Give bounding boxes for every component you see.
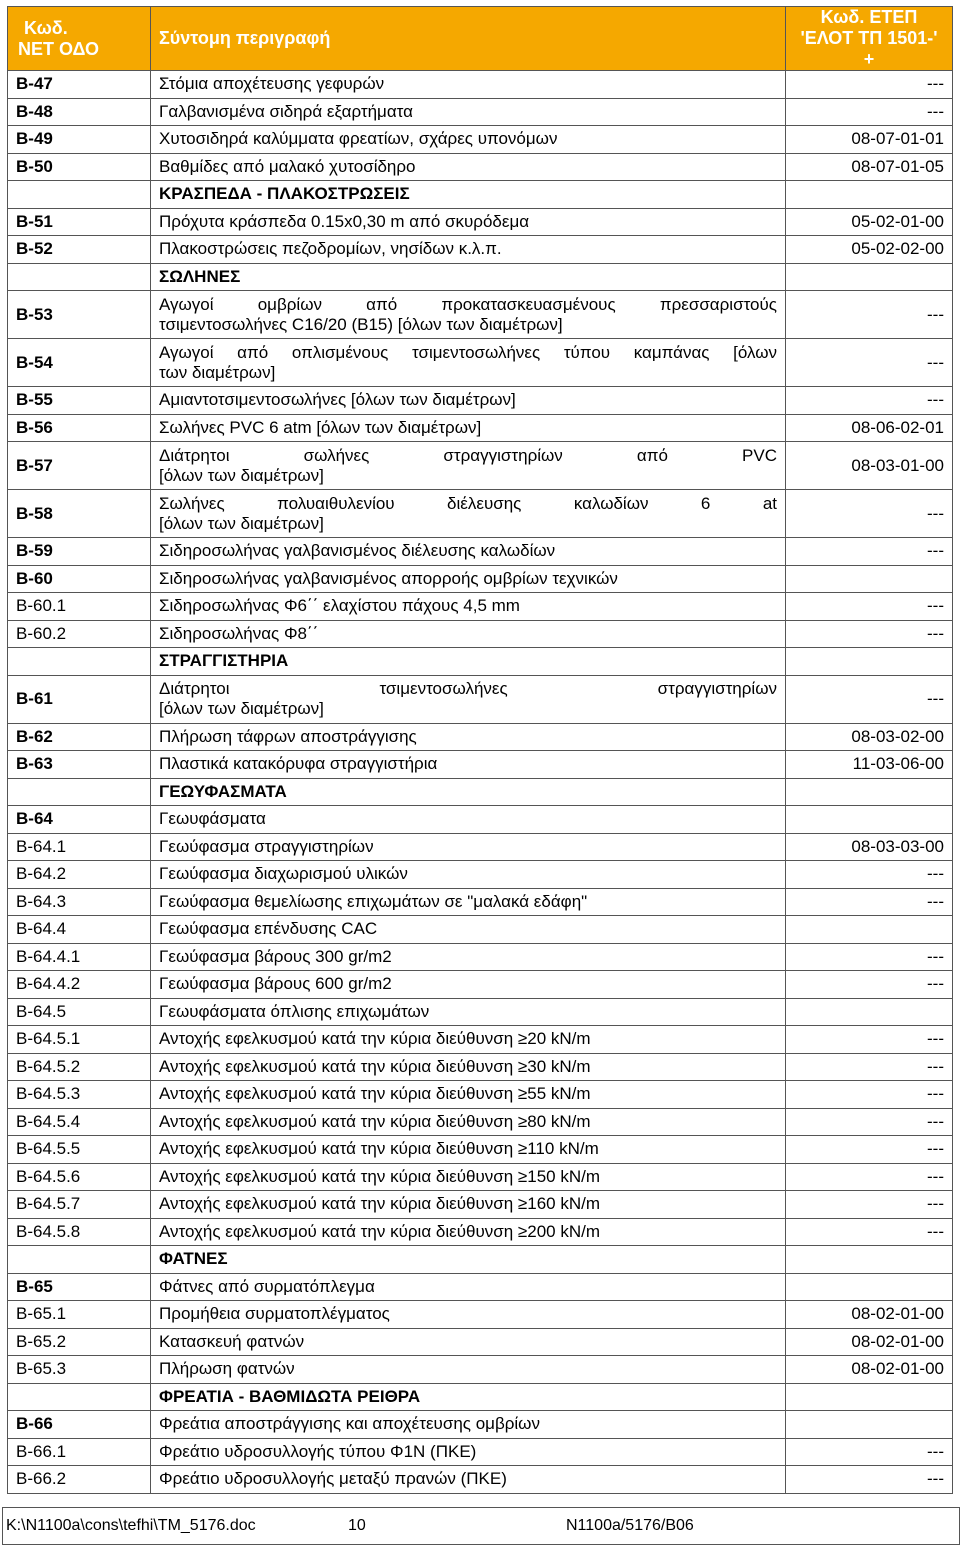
- table-row: [8, 888, 953, 916]
- etep-code: ---: [786, 675, 953, 723]
- item-description: Σιδηροσωλήνας γαλβανισμένος απορροής ομβρίων τεχνικών: [151, 565, 786, 593]
- etep-code: ---: [786, 490, 953, 538]
- section-row: [8, 263, 953, 291]
- table-row: [8, 1273, 953, 1301]
- item-code: Β-65.3: [8, 1356, 151, 1384]
- item-code: Β-64.4: [8, 916, 151, 944]
- item-code: Β-60.1: [8, 593, 151, 621]
- specification-table: [7, 6, 953, 1494]
- etep-code: [786, 806, 953, 834]
- item-description: [151, 291, 786, 339]
- table-row: [8, 1108, 953, 1136]
- item-description: Αντοχής εφελκυσμού κατά την κύρια διεύθυνση ≥30 kN/m: [151, 1053, 786, 1081]
- etep-code: ---: [786, 538, 953, 566]
- item-code: Β-58: [8, 490, 151, 538]
- etep-code: ---: [786, 861, 953, 889]
- item-description: Γεωύφασμα θεμελίωσης επιχωμάτων σε "μαλακά εδάφη": [151, 888, 786, 916]
- section-row: [8, 181, 953, 209]
- table-row: [8, 339, 953, 387]
- table-row: [8, 1191, 953, 1219]
- etep-code: ---: [786, 1136, 953, 1164]
- table-row: [8, 1466, 953, 1494]
- item-description: Πλακοστρώσεις πεζοδρομίων, νησίδων κ.λ.π.: [151, 236, 786, 264]
- item-description: [151, 490, 786, 538]
- table-row: [8, 998, 953, 1026]
- item-code: Β-64.5.5: [8, 1136, 151, 1164]
- section-title: ΦΡΕΑΤΙΑ - ΒΑΘΜΙΔΩΤΑ ΡΕΙΘΡΑ: [151, 1383, 786, 1411]
- item-description-line-2: τσιμεντοσωλήνες C16/20 (Β15) [όλων των διαμέτρων]: [159, 314, 563, 334]
- etep-code: ---: [786, 1163, 953, 1191]
- item-code: Β-66.2: [8, 1466, 151, 1494]
- section-title: ΦΑΤΝΕΣ: [151, 1246, 786, 1274]
- etep-code: ---: [786, 1438, 953, 1466]
- item-code: Β-65: [8, 1273, 151, 1301]
- item-code: Β-64.5.3: [8, 1081, 151, 1109]
- table-row: [8, 1081, 953, 1109]
- item-code: Β-49: [8, 126, 151, 154]
- item-description-line-1: Αγωγοί από οπλισμένους τσιμεντοσωλήνες τύπου καμπάνας [όλων: [159, 342, 777, 362]
- item-description: Αντοχής εφελκυσμού κατά την κύρια διεύθυνση ≥110 kN/m: [151, 1136, 786, 1164]
- item-code: [8, 263, 151, 291]
- item-description: Πλήρωση τάφρων αποστράγγισης: [151, 723, 786, 751]
- table-row: [8, 565, 953, 593]
- item-description: Γεωύφασμα διαχωρισμού υλικών: [151, 861, 786, 889]
- item-description: Γαλβανισμένα σιδηρά εξαρτήματα: [151, 98, 786, 126]
- item-description: Αντοχής εφελκυσμού κατά την κύρια διεύθυνση ≥55 kN/m: [151, 1081, 786, 1109]
- item-code: Β-64.5.6: [8, 1163, 151, 1191]
- item-code: Β-64.5.8: [8, 1218, 151, 1246]
- item-description-line-1: Αγωγοί ομβρίων από προκατασκευασμένους πρεσσαριστούς: [159, 294, 777, 314]
- header-etep-label-1: Κωδ. ΕΤΕΠ: [820, 7, 918, 27]
- footer-document-ref: N1100a/5176/B06: [566, 1517, 694, 1534]
- etep-code: 11-03-06-00: [786, 751, 953, 779]
- item-code: [8, 1246, 151, 1274]
- section-row: [8, 1246, 953, 1274]
- item-code: Β-55: [8, 387, 151, 415]
- item-description: Αμιαντοτσιμεντοσωλήνες [όλων των διαμέτρων]: [151, 387, 786, 415]
- etep-code: ---: [786, 593, 953, 621]
- table-row: [8, 208, 953, 236]
- footer-file-path: K:\N1100a\cons\tefhi\TM_5176.doc: [6, 1517, 256, 1534]
- item-code: Β-53: [8, 291, 151, 339]
- item-description: Φρεάτιο υδροσυλλογής μεταξύ πρανών (ΠΚΕ): [151, 1466, 786, 1494]
- item-description: [151, 675, 786, 723]
- item-code: Β-51: [8, 208, 151, 236]
- header-etep: [786, 7, 953, 71]
- table-row: [8, 126, 953, 154]
- item-description: Πλήρωση φατνών: [151, 1356, 786, 1384]
- table-row: [8, 490, 953, 538]
- item-code: Β-48: [8, 98, 151, 126]
- item-description: [151, 442, 786, 490]
- item-code: Β-63: [8, 751, 151, 779]
- etep-code: [786, 648, 953, 676]
- item-code: Β-61: [8, 675, 151, 723]
- item-description: Φάτνες από συρματόπλεγμα: [151, 1273, 786, 1301]
- etep-code: ---: [786, 1218, 953, 1246]
- table-row: [8, 1411, 953, 1439]
- table-row: [8, 98, 953, 126]
- item-code: Β-57: [8, 442, 151, 490]
- etep-code: ---: [786, 1081, 953, 1109]
- item-code: [8, 181, 151, 209]
- table-row: [8, 806, 953, 834]
- etep-code: [786, 1411, 953, 1439]
- item-code: Β-64.5.2: [8, 1053, 151, 1081]
- section-title: ΣΤΡΑΓΓΙΣΤΗΡΙΑ: [151, 648, 786, 676]
- item-code: Β-64: [8, 806, 151, 834]
- table-row: [8, 153, 953, 181]
- item-description: Γεωύφασμα βάρους 300 gr/m2: [151, 943, 786, 971]
- item-description-line-2: [όλων των διαμέτρων]: [159, 513, 324, 533]
- item-code: Β-65.2: [8, 1328, 151, 1356]
- etep-code: ---: [786, 1026, 953, 1054]
- etep-code: ---: [786, 1466, 953, 1494]
- table-header-row: [8, 7, 953, 71]
- header-code: [8, 7, 151, 71]
- item-code: Β-64.5.4: [8, 1108, 151, 1136]
- etep-code: ---: [786, 291, 953, 339]
- table-row: [8, 414, 953, 442]
- item-description: Πλαστικά κατακόρυφα στραγγιστήρια: [151, 751, 786, 779]
- item-description-line-2: [όλων των διαμέτρων]: [159, 465, 324, 485]
- etep-code: 08-06-02-01: [786, 414, 953, 442]
- section-row: [8, 648, 953, 676]
- table-row: [8, 675, 953, 723]
- etep-code: ---: [786, 888, 953, 916]
- item-code: Β-54: [8, 339, 151, 387]
- item-code: Β-62: [8, 723, 151, 751]
- table-row: [8, 1053, 953, 1081]
- etep-code: [786, 1383, 953, 1411]
- etep-code: ---: [786, 339, 953, 387]
- etep-code: 08-07-01-05: [786, 153, 953, 181]
- header-description: Σύντομη περιγραφή: [151, 7, 786, 71]
- etep-code: 08-02-01-00: [786, 1301, 953, 1329]
- item-code: Β-50: [8, 153, 151, 181]
- etep-code: 08-02-01-00: [786, 1356, 953, 1384]
- table-row: [8, 971, 953, 999]
- header-code-label-2: ΝΕΤ ΟΔΟ: [18, 38, 99, 59]
- etep-code: 08-03-01-00: [786, 442, 953, 490]
- etep-code: ---: [786, 387, 953, 415]
- item-code: Β-52: [8, 236, 151, 264]
- item-description: Σιδηροσωλήνας Φ6΄΄ ελαχίστου πάχους 4,5 mm: [151, 593, 786, 621]
- item-description: Σιδηροσωλήνας γαλβανισμένος διέλευσης καλωδίων: [151, 538, 786, 566]
- table-row: [8, 751, 953, 779]
- table-row: [8, 1301, 953, 1329]
- item-description-line-2: των διαμέτρων]: [159, 362, 276, 382]
- item-description: Αντοχής εφελκυσμού κατά την κύρια διεύθυνση ≥150 kN/m: [151, 1163, 786, 1191]
- table-row: [8, 442, 953, 490]
- section-title: ΚΡΑΣΠΕΔΑ - ΠΛΑΚΟΣΤΡΩΣΕΙΣ: [151, 181, 786, 209]
- header-etep-label-2: 'ΕΛΟΤ ΤΠ 1501-' +: [800, 28, 938, 69]
- etep-code: [786, 181, 953, 209]
- item-description: Γεωύφασμα στραγγιστηρίων: [151, 833, 786, 861]
- item-code: [8, 778, 151, 806]
- item-code: Β-64.2: [8, 861, 151, 889]
- item-code: [8, 648, 151, 676]
- table-row: [8, 1328, 953, 1356]
- item-description: Γεωύφασμα βάρους 600 gr/m2: [151, 971, 786, 999]
- item-code: Β-65.1: [8, 1301, 151, 1329]
- etep-code: [786, 1246, 953, 1274]
- item-code: Β-64.5.7: [8, 1191, 151, 1219]
- item-description: Προμήθεια συρματοπλέγματος: [151, 1301, 786, 1329]
- etep-code: ---: [786, 1053, 953, 1081]
- table-row: [8, 833, 953, 861]
- item-code: Β-47: [8, 71, 151, 99]
- header-code-label-1: Κωδ.: [24, 17, 68, 38]
- item-code: [8, 1383, 151, 1411]
- item-description: Χυτοσιδηρά καλύμματα φρεατίων, σχάρες υπονόμων: [151, 126, 786, 154]
- item-description: Αντοχής εφελκυσμού κατά την κύρια διεύθυνση ≥200 kN/m: [151, 1218, 786, 1246]
- etep-code: ---: [786, 1191, 953, 1219]
- table-row: [8, 71, 953, 99]
- item-description: [151, 339, 786, 387]
- item-code: Β-59: [8, 538, 151, 566]
- etep-code: 08-03-03-00: [786, 833, 953, 861]
- table-row: [8, 387, 953, 415]
- section-title: ΣΩΛΗΝΕΣ: [151, 263, 786, 291]
- etep-code: 08-02-01-00: [786, 1328, 953, 1356]
- item-code: Β-64.1: [8, 833, 151, 861]
- footer-page-number: 10: [348, 1517, 366, 1534]
- item-code: Β-64.5: [8, 998, 151, 1026]
- section-title: ΓΕΩΥΦΑΣΜΑΤΑ: [151, 778, 786, 806]
- table-row: [8, 291, 953, 339]
- etep-code: [786, 263, 953, 291]
- etep-code: [786, 916, 953, 944]
- table-row: [8, 861, 953, 889]
- etep-code: [786, 565, 953, 593]
- item-code: Β-60.2: [8, 620, 151, 648]
- item-description: Πρόχυτα κράσπεδα 0.15x0,30 m από σκυρόδεμα: [151, 208, 786, 236]
- item-description-line-2: [όλων των διαμέτρων]: [159, 699, 324, 718]
- item-description-line-1: Σωλήνες πολυαιθυλενίου διέλευσης καλωδίων 6 at: [159, 493, 777, 513]
- table-row: [8, 943, 953, 971]
- etep-code: ---: [786, 943, 953, 971]
- item-description: Γεωυφάσματα όπλισης επιχωμάτων: [151, 998, 786, 1026]
- etep-code: 08-07-01-01: [786, 126, 953, 154]
- item-description: Σωλήνες PVC 6 atm [όλων των διαμέτρων]: [151, 414, 786, 442]
- item-code: Β-66.1: [8, 1438, 151, 1466]
- table-row: [8, 916, 953, 944]
- table-row: [8, 1026, 953, 1054]
- item-description: Φρεάτιο υδροσυλλογής τύπου Φ1Ν (ΠΚΕ): [151, 1438, 786, 1466]
- item-description: Αντοχής εφελκυσμού κατά την κύρια διεύθυνση ≥80 kN/m: [151, 1108, 786, 1136]
- table-row: [8, 236, 953, 264]
- etep-code: ---: [786, 98, 953, 126]
- table-row: [8, 1163, 953, 1191]
- table-row: [8, 620, 953, 648]
- item-code: Β-64.4.1: [8, 943, 151, 971]
- table-row: [8, 593, 953, 621]
- table-row: [8, 1356, 953, 1384]
- etep-code: [786, 1273, 953, 1301]
- item-code: Β-64.4.2: [8, 971, 151, 999]
- etep-code: 05-02-02-00: [786, 236, 953, 264]
- table-row: [8, 723, 953, 751]
- item-code: Β-66: [8, 1411, 151, 1439]
- item-description: Γεωυφάσματα: [151, 806, 786, 834]
- etep-code: [786, 778, 953, 806]
- section-row: [8, 1383, 953, 1411]
- item-code: Β-64.3: [8, 888, 151, 916]
- item-code: Β-56: [8, 414, 151, 442]
- table-row: [8, 1438, 953, 1466]
- item-description: Φρεάτια αποστράγγισης και αποχέτευσης ομβρίων: [151, 1411, 786, 1439]
- item-description: Κατασκευή φατνών: [151, 1328, 786, 1356]
- item-description: Στόμια αποχέτευσης γεφυρών: [151, 71, 786, 99]
- table-row: [8, 1218, 953, 1246]
- etep-code: 08-03-02-00: [786, 723, 953, 751]
- etep-code: 05-02-01-00: [786, 208, 953, 236]
- item-description: Βαθμίδες από μαλακό χυτοσίδηρο: [151, 153, 786, 181]
- item-code: Β-64.5.1: [8, 1026, 151, 1054]
- section-row: [8, 778, 953, 806]
- item-description: Γεωύφασμα επένδυσης CAC: [151, 916, 786, 944]
- item-description: Αντοχής εφελκυσμού κατά την κύρια διεύθυνση ≥20 kN/m: [151, 1026, 786, 1054]
- item-description-line-1: Διάτρητοι τσιμεντοσωλήνες στραγγιστηρίων: [159, 679, 777, 698]
- table-row: [8, 1136, 953, 1164]
- table-row: [8, 538, 953, 566]
- etep-code: [786, 998, 953, 1026]
- etep-code: ---: [786, 971, 953, 999]
- item-description: Σιδηροσωλήνας Φ8΄΄: [151, 620, 786, 648]
- item-code: Β-60: [8, 565, 151, 593]
- etep-code: ---: [786, 1108, 953, 1136]
- etep-code: ---: [786, 620, 953, 648]
- item-description-line-1: Διάτρητοι σωλήνες στραγγιστηρίων από PVC: [159, 445, 777, 465]
- etep-code: ---: [786, 71, 953, 99]
- item-description: Αντοχής εφελκυσμού κατά την κύρια διεύθυνση ≥160 kN/m: [151, 1191, 786, 1219]
- page-footer: [2, 1507, 960, 1545]
